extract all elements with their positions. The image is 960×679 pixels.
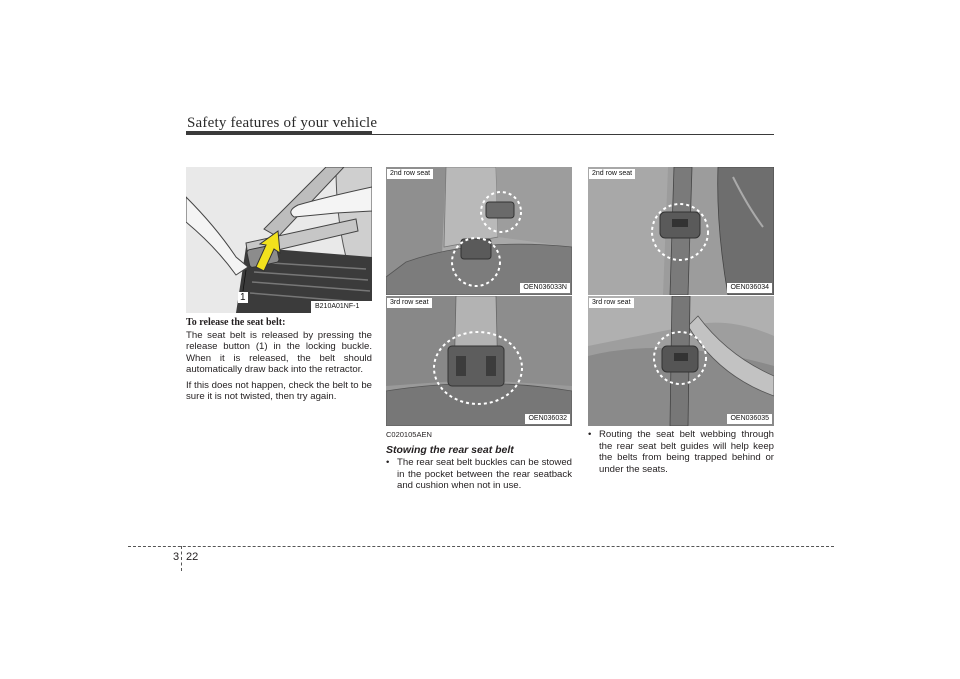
- illustration-2nd-row-buckles: [386, 167, 572, 295]
- header-rule-thin: [186, 134, 774, 135]
- bullet-text: Routing the seat belt webbing through the rear seat belt guides will help keep the belts from being trapped behind or under the seats.: [599, 429, 774, 475]
- middle-column-text: [386, 429, 572, 492]
- figure-code: OEN036034: [727, 283, 772, 293]
- bullet-dot: •: [588, 429, 592, 440]
- figure-label-3rd-row: 3rd row seat: [589, 298, 634, 308]
- page-header-title: Safety features of your vehicle: [187, 115, 378, 131]
- illustration-2nd-row-belt-guide: [588, 167, 774, 295]
- illustration-3rd-row-belt-guide: [588, 296, 774, 426]
- routing-bullet: [588, 429, 774, 475]
- bullet-text: The rear seat belt buckles can be stowed in the pocket between the rear seatback and cushion when not in use.: [397, 457, 572, 491]
- figure-3rd-row-stow: [386, 296, 572, 426]
- section-code: C020105AEN: [386, 430, 432, 439]
- figure-2nd-row-stow: [386, 167, 572, 295]
- release-button-callout: 1: [240, 292, 246, 303]
- footer-divider: [181, 546, 182, 571]
- figure-2nd-row-route: [588, 167, 774, 295]
- illustration-release-buckle: [186, 167, 372, 313]
- figure-3rd-row-route: [588, 296, 774, 426]
- figure-code: OEN036035: [727, 414, 772, 424]
- figure-label-2nd-row: 2nd row seat: [589, 169, 635, 179]
- release-subheading: To release the seat belt:: [186, 317, 286, 328]
- right-column-text: [588, 429, 774, 475]
- figure-code: OEN036032: [525, 414, 570, 424]
- figure-label-3rd-row: 3rd row seat: [387, 298, 432, 308]
- figure-release-seat-belt: [186, 167, 372, 313]
- illustration-3rd-row-buckles: [386, 296, 572, 426]
- footer-rule: [128, 546, 834, 547]
- figure-label-2nd-row: 2nd row seat: [387, 169, 433, 179]
- figure-code: OEN036033N: [520, 283, 570, 293]
- left-column-text: [186, 317, 372, 407]
- bullet-dot: •: [386, 457, 390, 468]
- figure-code: B210A01NF-1: [315, 303, 360, 310]
- chapter-number: 3: [173, 551, 180, 563]
- release-paragraph-1: The seat belt is released by pressing the release button (1) in the locking buckle. When it is released, the belt should automatically draw back into the retractor.: [186, 329, 372, 375]
- page-number: 22: [186, 551, 199, 563]
- section-title: Stowing the rear seat belt: [386, 443, 514, 456]
- release-paragraph-2: If this does not happen, check the belt to be sure it is not twisted, then try again.: [186, 379, 372, 402]
- stowing-bullet: [386, 457, 572, 492]
